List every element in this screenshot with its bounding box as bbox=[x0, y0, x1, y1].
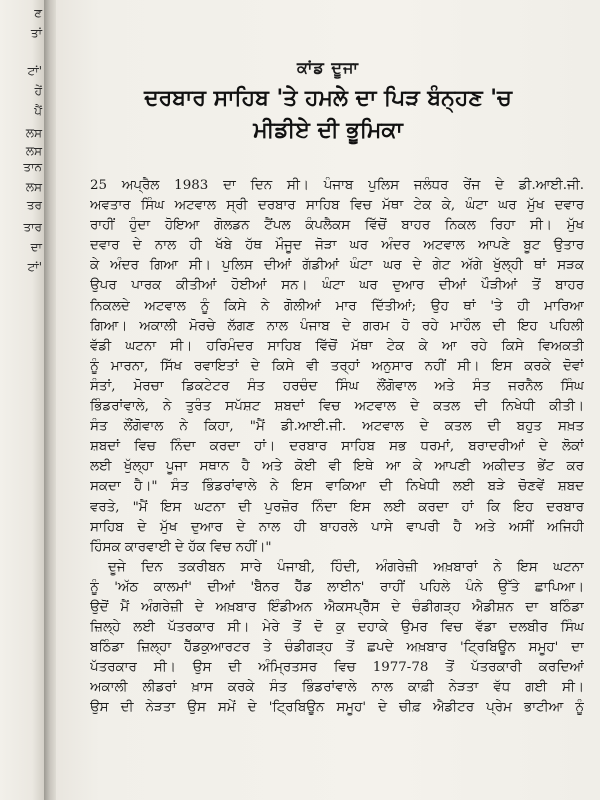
left-page-fragment: ਤਾਂ bbox=[30, 26, 42, 40]
left-page bbox=[0, 0, 46, 800]
text-line: ਵਰਤੇ, "ਮੈਂ ਇਸ ਘਟਨਾ ਦੀ ਪੁਰਜ਼ੋਰ ਨਿੰਦਾ ਇਸ ਲਈ ਕਰਦਾ ਹਾਂ ਕਿ ਇਹ ਦਰਬਾਰ bbox=[90, 499, 584, 515]
text-line: ਅਕਾਲੀ ਲੀਡਰਾਂ ਖ਼ਾਸ ਕਰਕੇ ਸੰਤ ਭਿੰਡਰਾਂਵਾਲੇ ਨਾਲ ਕਾਫ਼ੀ ਨੇੜਤਾ ਵੱਧ ਗਈ ਸੀ। bbox=[90, 680, 584, 696]
text-line: ਸੰਤਾਂ, ਮੋਰਚਾ ਡਿਕਟੇਟਰ ਸੰਤ ਹਰਚੰਦ ਸਿੰਘ ਲੌਂਗੋਵਾਲ ਅਤੇ ਸੰਤ ਜਰਨੈਲ ਸਿੰਘ bbox=[90, 378, 584, 394]
text-line: ਸਾਹਿਬ ਦੇ ਮੁੱਖ ਦੁਆਰ ਦੇ ਨਾਲ ਹੀ ਬਾਹਰਲੇ ਪਾਸੇ ਵਾਪਰੀ ਹੈ ਅਤੇ ਅਸੀਂ ਅਜਿਹੀ bbox=[90, 519, 584, 535]
left-page-fragment: ਟਾਂ' bbox=[27, 64, 42, 78]
left-page-fragment: ਤਾਰ bbox=[23, 220, 42, 234]
left-page-fragment: ਲਸ bbox=[25, 126, 42, 140]
text-line: ਦਵਾਰ ਦੇ ਨਾਲ ਹੀ ਖੱਬੇ ਹੱਥ ਮੌਜੂਦ ਜੋੜਾ ਘਰ ਅੰਦਰ ਅਟਵਾਲ ਆਪਣੇ ਬੂਟ ਉਤਾਰ bbox=[90, 238, 584, 254]
text-line: ਹਿੰਸਕ ਕਾਰਵਾਈ ਦੇ ਹੱਕ ਵਿਚ ਨਹੀਂ।" bbox=[90, 539, 272, 555]
left-page-fragment: ਲਸ bbox=[25, 180, 42, 194]
text-line: ਕੇ ਅੰਦਰ ਗਿਆ ਸੀ। ਪੁਲਿਸ ਦੀਆਂ ਗੱਡੀਆਂ ਘੰਟਾ ਘਰ ਦੇ ਗੇਟ ਅੱਗੇ ਖੁੱਲ੍ਹੀ ਥਾਂ ਸੜਕ bbox=[90, 258, 584, 274]
left-page-fragment: ਪੈਂ bbox=[34, 104, 42, 118]
left-page-fragment: ਣ bbox=[34, 6, 42, 20]
chapter-title-line: ਮੀਡੀਏ ਦੀ ਭੂਮਿਕਾ bbox=[253, 118, 403, 143]
left-page-fragment: ਹੇਂ bbox=[34, 84, 42, 98]
text-line: ਬਠਿੰਡਾ ਜ਼ਿਲ੍ਹਾ ਹੈੱਡਕੁਆਰਟਰ ਤੇ ਚੰਡੀਗੜ੍ਹ ਤੋਂ ਛਪਦੇ ਅਖ਼ਬਾਰ 'ਟ੍ਰਿਬਿਊਨ ਸਮੂਹ' ਦਾ bbox=[90, 640, 584, 656]
text-line: ਵੱਡੀ ਘਟਨਾ ਸੀ। ਹਰਿਮੰਦਰ ਸਾਹਿਬ ਵਿੱਚੋਂ ਮੱਥਾ ਟੇਕ ਕੇ ਆ ਰਹੇ ਕਿਸੇ ਵਿਅਕਤੀ bbox=[90, 338, 584, 354]
left-page-fragment: ਦਾ bbox=[30, 240, 42, 254]
text-line: ਸ਼ਬਦਾਂ ਵਿਚ ਨਿੰਦਾ ਕਰਦਾ ਹਾਂ। ਦਰਬਾਰ ਸਾਹਿਬ ਸਭ ਧਰਮਾਂ, ਬਰਾਦਰੀਆਂ ਦੇ ਲੋਕਾਂ bbox=[90, 439, 584, 455]
text-line: ਅਵਤਾਰ ਸਿੰਘ ਅਟਵਾਲ ਸ੍ਰੀ ਦਰਬਾਰ ਸਾਹਿਬ ਵਿਚ ਮੱਥਾ ਟੇਕ ਕੇ, ਘੰਟਾ ਘਰ ਮੁੱਖ ਦਵਾਰ bbox=[90, 198, 584, 214]
left-page-fragment: ਤਰ bbox=[26, 198, 42, 212]
text-line: ਨੂੰ 'ਅੱਠ ਕਾਲਮਾਂ' ਦੀਆਂ 'ਬੈਨਰ ਹੈੱਡ ਲਾਈਨ' ਰਾਹੀਂ ਪਹਿਲੇ ਪੰਨੇ ਉੱਤੇ ਛਾਪਿਆ। bbox=[90, 579, 584, 595]
text-line: ਜ਼ਿਲ੍ਹੇ ਲਈ ਪੱਤਰਕਾਰ ਸੀ। ਮੇਰੇ ਤੋਂ ਦੋ ਕੁ ਦਹਾਕੇ ਉਮਰ ਵਿਚ ਵੱਡਾ ਦਲਬੀਰ ਸਿੰਘ bbox=[90, 620, 584, 636]
right-page bbox=[56, 0, 600, 800]
body-text bbox=[90, 176, 584, 719]
text-line: ਗਿਆ। ਅਕਾਲੀ ਮੋਰਚੇ ਲੱਗਣ ਨਾਲ ਪੰਜਾਬ ਦੇ ਗਰਮ ਹੋ ਰਹੇ ਮਾਹੌਲ ਦੀ ਇਹ ਪਹਿਲੀ bbox=[90, 318, 584, 334]
text-line: ਸੰਤ ਲੌਂਗੋਵਾਲ ਨੇ ਕਿਹਾ, "ਮੈਂ ਡੀ.ਆਈ.ਜੀ. ਅਟਵਾਲ ਦੇ ਕਤਲ ਦੀ ਬਹੁਤ ਸਖ਼ਤ bbox=[90, 419, 584, 435]
chapter-title-line: ਦਰਬਾਰ ਸਾਹਿਬ 'ਤੇ ਹਮਲੇ ਦਾ ਪਿੜ ਬੰਨ੍ਹਣ 'ਚ bbox=[144, 86, 512, 111]
text-line: ਉਦੋਂ ਮੈਂ ਅੰਗਰੇਜ਼ੀ ਦੇ ਅਖ਼ਬਾਰ ਇੰਡੀਅਨ ਐਕਸਪ੍ਰੈੱਸ ਦੇ ਚੰਡੀਗੜ੍ਹ ਐਡੀਸ਼ਨ ਦਾ ਬਠਿੰਡਾ bbox=[90, 599, 584, 615]
left-page-fragment: ਲਸ bbox=[25, 144, 42, 158]
text-line: ਭਿੰਡਰਾਂਵਾਲੇ, ਨੇ ਤੁਰੰਤ ਸਪੱਸ਼ਟ ਸ਼ਬਦਾਂ ਵਿਚ ਅਟਵਾਲ ਦੇ ਕਤਲ ਦੀ ਨਿਖੇਧੀ ਕੀਤੀ। bbox=[90, 399, 584, 415]
text-line: ਰਾਹੀਂ ਹੁੰਦਾ ਹੋਇਆ ਗੋਲਡਨ ਟੈਂਪਲ ਕੰਪਲੈਕਸ ਵਿੱਚੋਂ ਬਾਹਰ ਨਿਕਲ ਰਿਹਾ ਸੀ। ਮੁੱਖ bbox=[90, 218, 584, 234]
text-line: ਉਪਰ ਪਾਰਕ ਕੀਤੀਆਂ ਹੋਈਆਂ ਸਨ। ਘੰਟਾ ਘਰ ਦੁਆਰ ਦੀਆਂ ਪੌੜੀਆਂ ਤੋਂ ਬਾਹਰ bbox=[90, 278, 584, 294]
left-page-fragment: ਟਾਂ' bbox=[27, 260, 42, 274]
left-page-fragment: ਤਾਨ bbox=[23, 160, 42, 174]
text-line: ਲਈ ਖੁੱਲ੍ਹਾ ਪੂਜਾ ਸਥਾਨ ਹੈ ਅਤੇ ਕੋਈ ਵੀ ਇਥੇ ਆ ਕੇ ਆਪਣੀ ਅਕੀਦਤ ਭੇਂਟ ਕਰ bbox=[90, 459, 584, 475]
text-line: 25 ਅਪ੍ਰੈਲ 1983 ਦਾ ਦਿਨ ਸੀ। ਪੰਜਾਬ ਪੁਲਿਸ ਜਲੰਧਰ ਰੇਂਜ ਦੇ ਡੀ.ਆਈ.ਜੀ. bbox=[90, 178, 584, 193]
text-line: ਸਕਦਾ ਹੈ।" ਸੰਤ ਭਿੰਡਰਾਂਵਾਲੇ ਨੇ ਇਸ ਵਾਕਿਆ ਦੀ ਨਿਖੇਧੀ ਲਈ ਬੜੇ ਚੋਣਵੇਂ ਸ਼ਬਦ bbox=[90, 479, 584, 495]
chapter-label: ਕਾਂਡ ਦੂਜਾ bbox=[296, 58, 360, 77]
text-line: ਨਿਕਲਦੇ ਅਟਵਾਲ ਨੂੰ ਕਿਸੇ ਨੇ ਗੋਲੀਆਂ ਮਾਰ ਦਿੱਤੀਆਂ; ਉਹ ਥਾਂ 'ਤੇ ਹੀ ਮਾਰਿਆ bbox=[90, 298, 584, 314]
text-line: ਦੂਜੇ ਦਿਨ ਤਕਰੀਬਨ ਸਾਰੇ ਪੰਜਾਬੀ, ਹਿੰਦੀ, ਅੰਗਰੇਜ਼ੀ ਅਖ਼ਬਾਰਾਂ ਨੇ ਇਸ ਘਟਨਾ bbox=[108, 559, 584, 575]
text-line: ਪੱਤਰਕਾਰ ਸੀ। ਉਸ ਦੀ ਅੰਮ੍ਰਿਤਸਰ ਵਿਚ 1977-78 ਤੋਂ ਪੱਤਰਕਾਰੀ ਕਰਦਿਆਂ bbox=[90, 660, 584, 676]
text-line: ਉਸ ਦੀ ਨੇੜਤਾ ਉਸ ਸਮੇਂ ਦੇ 'ਟ੍ਰਿਬਿਊਨ ਸਮੂਹ' ਦੇ ਚੀਫ਼ ਐਡੀਟਰ ਪ੍ਰੇਮ ਭਾਟੀਆ ਨੂੰ bbox=[90, 700, 584, 716]
text-line: ਨੂੰ ਮਾਰਨਾ, ਸਿੱਖ ਰਵਾਇਤਾਂ ਦੇ ਕਿਸੇ ਵੀ ਤਰ੍ਹਾਂ ਅਨੁਸਾਰ ਨਹੀਂ ਸੀ। ਇਸ ਕਰਕੇ ਦੋਵਾਂ bbox=[90, 358, 584, 374]
